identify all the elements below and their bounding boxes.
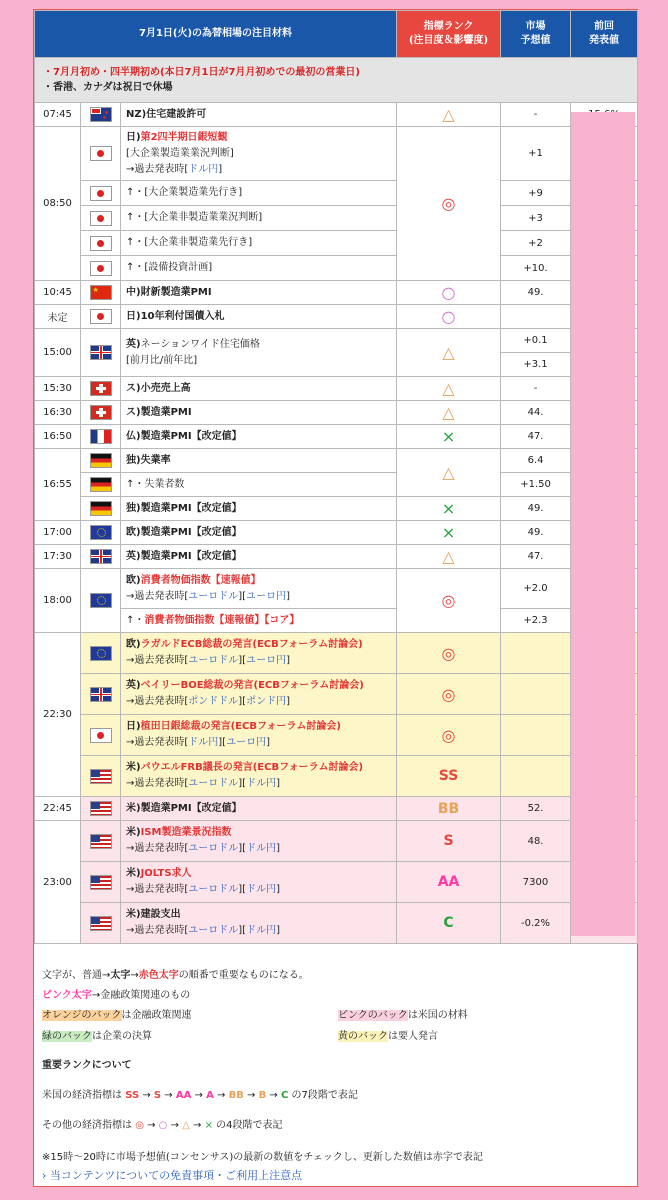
table-row: ↑・失業者数 +1.50 [35, 473, 638, 497]
japan-flag-icon [90, 728, 112, 743]
us-flag-icon [90, 801, 112, 816]
event-name: 欧)製造業PMI【改定値】 [121, 521, 397, 545]
table-row: 10:45 ★ 中)財新製造業PMI ○ 49. [35, 281, 638, 305]
table-row: +3.1 [35, 353, 638, 377]
eu-flag-icon [90, 593, 112, 608]
france-flag-icon [90, 429, 112, 444]
previous-header: 前回 発表値 [571, 11, 638, 58]
germany-flag-icon [90, 501, 112, 516]
nz-flag-icon [90, 107, 112, 122]
link-gbpjpy[interactable]: ポンド円 [246, 696, 287, 707]
event-name: ↑・消費者物価指数【速報値】【コア】 [121, 609, 397, 633]
swiss-flag-icon [90, 381, 112, 396]
calendar-panel [33, 9, 638, 1187]
table-row: 未定 日)10年利付国債入札 ○ [35, 305, 638, 329]
event-name: 米)ISM製造業景況指数 →過去発表時[ユーロドル][ドル円] [121, 821, 397, 862]
japan-flag-icon [90, 146, 112, 161]
event-name: 米)建設支出 →過去発表時[ユーロドル][ドル円] [121, 903, 397, 944]
table-row: 07:45 NZ)住宅建設許可 △ - [35, 103, 638, 127]
event-name: ↑・[大企業非製造業先行き] [121, 231, 397, 256]
table-row: 16:30 ス)製造業PMI △ 44. [35, 401, 638, 425]
rank-mark: ○ [397, 281, 501, 305]
event-name: 仏)製造業PMI【改定値】 [121, 425, 397, 449]
rank-mark: △ [397, 401, 501, 425]
table-row: 15:30 ス)小売売上高 △ - [35, 377, 638, 401]
us-flag-icon [90, 875, 112, 890]
link-eurjpy[interactable]: ユーロ円 [226, 737, 267, 748]
table-row: ↑・消費者物価指数【速報値】【コア】 +2.3 [35, 609, 638, 633]
table-row: ↑・[大企業製造業先行き] +9 [35, 181, 638, 206]
swiss-flag-icon [90, 405, 112, 420]
table-row: 22:30 欧)ラガルドECB総裁の発言(ECBフォーラム討論会) →過去発表時[ユーロドル][ユーロ円] ◎ [35, 633, 638, 674]
link-eurjpy[interactable]: ユーロ円 [246, 655, 287, 666]
rank-mark: AA [397, 862, 501, 903]
link-eurjpy[interactable]: ユーロ円 [246, 590, 287, 602]
table-row: 18:00 欧)消費者物価指数【速報値】 →過去発表時[ユーロドル][ユーロ円] ◎ +2.0 [35, 569, 638, 609]
event-name: 英)ネーションワイド住宅価格 [前月比/前年比] [121, 329, 397, 377]
uk-flag-icon [90, 549, 112, 564]
event-name: ↑・[大企業製造業先行き] [121, 181, 397, 206]
table-row: 17:00 欧)製造業PMI【改定値】 × 49. [35, 521, 638, 545]
link-usdjpy[interactable]: ドル円 [246, 884, 277, 895]
us-rank-line: 米国の経済指標は SS → S → AA → A → BB → B → C の7段階で表記 [42, 1090, 358, 1101]
rank-mark: SS [397, 756, 501, 797]
legend-line: オレンジのバックは金融政策関連 [42, 1010, 192, 1021]
link-eurusd[interactable]: ユーロドル [188, 655, 239, 666]
rank-mark: S [397, 821, 501, 862]
link-eurusd[interactable]: ユーロドル [188, 590, 239, 602]
rank-mark: ◎ [397, 569, 501, 633]
rank-mark: △ [397, 449, 501, 497]
disclaimer-link[interactable]: › 当コンテンツについての免責事項・ご利用上注意点 [42, 1169, 303, 1182]
event-name: 欧)消費者物価指数【速報値】 →過去発表時[ユーロドル][ユーロ円] [121, 569, 397, 609]
rank-mark: × [397, 521, 501, 545]
rank-mark: C [397, 903, 501, 944]
redaction-overlay [571, 112, 635, 936]
link-usdjpy[interactable]: ドル円 [188, 163, 219, 175]
event-name: ス)製造業PMI [121, 401, 397, 425]
japan-flag-icon [90, 211, 112, 226]
event-name: 独)製造業PMI【改定値】 [121, 497, 397, 521]
us-flag-icon [90, 916, 112, 931]
notice-line: ・7月月初め・四半期初め(本日7月1日が7月月初めでの最初の営業日) [43, 67, 360, 78]
rank-mark: △ [397, 545, 501, 569]
notice-box [35, 58, 638, 103]
rank-mark: ◎ [397, 127, 501, 281]
link-usdjpy[interactable]: ドル円 [188, 737, 219, 748]
table-row: 16:55 独)失業率 △ 6.4 [35, 449, 638, 473]
rank-mark: BB [397, 797, 501, 821]
event-name: 日)第2四半期日銀短観 [大企業製造業業況判断] →過去発表時[ドル円] [121, 127, 397, 181]
table-row: ↑・[大企業非製造業業況判断] +3 [35, 206, 638, 231]
event-name: 米)パウエルFRB議長の発言(ECBフォーラム討論会) →過去発表時[ユーロドル][ドル円] [121, 756, 397, 797]
table-row: 08:50 日)第2四半期日銀短観 [大企業製造業業況判断] →過去発表時[ドル円] ◎ +1 [35, 127, 638, 181]
legend-line: ピンク太字→金融政策関連のもの [42, 990, 191, 1001]
link-usdjpy[interactable]: ドル円 [246, 778, 277, 789]
table-row: 15:00 英)ネーションワイド住宅価格 [前月比/前年比] △ +0.1 [35, 329, 638, 353]
table-row: 米)JOLTS求人 →過去発表時[ユーロドル][ドル円] AA 7300 [35, 862, 638, 903]
event-name: 中)財新製造業PMI [121, 281, 397, 305]
rank-mark: △ [397, 329, 501, 377]
link-eurusd[interactable]: ユーロドル [188, 884, 239, 895]
japan-flag-icon [90, 309, 112, 324]
event-name: 英)ベイリーBOE総裁の発言(ECBフォーラム討論会) →過去発表時[ポンドドル][ポンド円] [121, 674, 397, 715]
link-usdjpy[interactable]: ドル円 [246, 925, 277, 936]
event-name: 英)製造業PMI【改定値】 [121, 545, 397, 569]
link-eurusd[interactable]: ユーロドル [188, 843, 239, 854]
table-row: 16:50 仏)製造業PMI【改定値】 × 47. [35, 425, 638, 449]
rank-mark: △ [397, 377, 501, 401]
table-row: ↑・[大企業非製造業先行き] +2 [35, 231, 638, 256]
eu-flag-icon [90, 646, 112, 661]
notice-line: ・香港、カナダは祝日で休場 [43, 82, 173, 93]
rank-mark: ◎ [397, 674, 501, 715]
event-name: ↑・[設備投資計画] [121, 256, 397, 281]
legend-line: ピンクのバックは米国の材料 [338, 1010, 468, 1021]
rank-mark: △ [397, 103, 501, 127]
economic-calendar-table [34, 10, 638, 944]
link-eurusd[interactable]: ユーロドル [188, 778, 239, 789]
event-name: ↑・[大企業非製造業業況判断] [121, 206, 397, 231]
rank-header: 指標ランク (注目度＆影響度) [397, 11, 501, 58]
us-flag-icon [90, 769, 112, 784]
rank-mark: ○ [397, 305, 501, 329]
link-eurusd[interactable]: ユーロドル [188, 925, 239, 936]
link-gbpusd[interactable]: ポンドドル [188, 696, 239, 707]
event-name: 欧)ラガルドECB総裁の発言(ECBフォーラム討論会) →過去発表時[ユーロドル][ユーロ円] [121, 633, 397, 674]
table-row: 17:30 英)製造業PMI【改定値】 △ 47. [35, 545, 638, 569]
table-row [35, 715, 638, 756]
table-row [35, 674, 638, 715]
rank-mark: × [397, 425, 501, 449]
forecast-header: 市場 予想値 [501, 11, 571, 58]
event-name: 米)製造業PMI【改定値】 [121, 797, 397, 821]
link-usdjpy[interactable]: ドル円 [246, 843, 277, 854]
event-name: 日)10年利付国債入札 [121, 305, 397, 329]
event-name: 米)JOLTS求人 →過去発表時[ユーロドル][ドル円] [121, 862, 397, 903]
event-name: ↑・失業者数 [121, 473, 397, 497]
table-row: 米)建設支出 →過去発表時[ユーロドル][ドル円] C -0.2% [35, 903, 638, 944]
note-line: ※15時～20時に市場予想値(コンセンサス)の最新の数値をチェックし、更新した数値は赤字で表記 [42, 1152, 483, 1163]
legend-line: 黄のバックは要人発言 [338, 1031, 438, 1042]
rank-mark: ◎ [397, 633, 501, 674]
table-row: 22:45 米)製造業PMI【改定値】 BB 52. [35, 797, 638, 821]
us-flag-icon [90, 834, 112, 849]
event-name: 日)植田日銀総裁の発言(ECBフォーラム討論会) →過去発表時[ドル円][ユーロ円] [121, 715, 397, 756]
other-rank-line: その他の経済指標は ◎ → ○ → △ → × の4段階で表記 [42, 1120, 283, 1131]
rank-mark: × [397, 497, 501, 521]
rank-heading: 重要ランクについて [42, 1060, 132, 1071]
event-name: NZ)住宅建設許可 [121, 103, 397, 127]
japan-flag-icon [90, 186, 112, 201]
table-row: 23:00 米)ISM製造業景況指数 →過去発表時[ユーロドル][ドル円] S 48. [35, 821, 638, 862]
legend-line: 文字が、普通→太字→赤色太字の順番で重要なものになる。 [42, 970, 309, 981]
table-title: 7月1日(火)の為替相場の注目材料 [35, 11, 397, 58]
rank-mark: ◎ [397, 715, 501, 756]
japan-flag-icon [90, 236, 112, 251]
event-name: ス)小売売上高 [121, 377, 397, 401]
eu-flag-icon [90, 525, 112, 540]
event-name: 独)失業率 [121, 449, 397, 473]
germany-flag-icon [90, 477, 112, 492]
table-header [35, 11, 638, 58]
uk-flag-icon [90, 345, 112, 360]
table-row [35, 756, 638, 797]
uk-flag-icon [90, 687, 112, 702]
germany-flag-icon [90, 453, 112, 468]
china-flag-icon: ★ [90, 285, 112, 300]
legend-line: 緑のバックは企業の決算 [42, 1031, 152, 1042]
table-row: 独)製造業PMI【改定値】 × 49. [35, 497, 638, 521]
table-row: ↑・[設備投資計画] +10. [35, 256, 638, 281]
japan-flag-icon [90, 261, 112, 276]
